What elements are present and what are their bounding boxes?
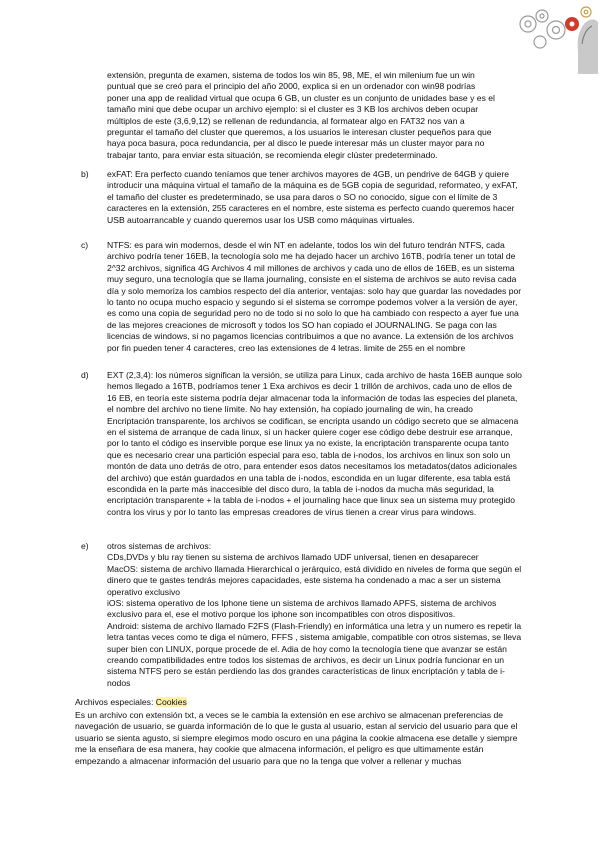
section-heading [75,697,525,708]
list-item [81,370,522,518]
sub-paragraph: iOS: sistema operativo de los Iphone tiene un sistema de archivos llamado APFS, sistema de archivos exclusivo para el, ese el motivo porque los iphone son incompatibles con otros dispositivos. [107,598,497,620]
list-item-text: EXT (2,3,4): los números significan la versión, se utiliza para Linux, cada archivo de hasta 16EB aunque solo hemos llegado a 16TB, podríamos tener 1 Exa archivos es decir 1 trillón de archivos, cada uno de ellos de 16 EB, en teoría este sistema podría dejar almacenar toda la información de todas las especies del planeta, el nombre del archivo no tiene límite. No hay extensión, ha copiado journaling de win, ha creado Encriptación transparente, los archivos se codifican, se encripta usando un código secreto que se almacena en el sistema de arranque de cada linux, si un hacker quiere coger ese código debe destruir ese arranque, por lo tanto el código es inservible porque ese linux ya no existe, la encriptación transparente ocupa tanto que es necesario crear una partición especial para eso, tabla de i-nodos, los archivos en linux son solo un montón de data uno detrás de otro, para entender esos datos necesitamos los metadatos(datos adicionales del archivo) que están guardados en una tabla de i-nodos, escondida en un lugar diferente, esa tabla está escondida en la parte más inaccesible del disco duro, la tabla de i-nodos da mucha más seguridad, la encriptación transparente + la tabla de i-nodos + el journaling hace que linux sea un sistema muy protegido contra los virus y por lo tanto las empresas creadores de virus tienen a crear virus para windows. [107,370,522,517]
section-paragraph [75,710,525,767]
intro-paragraph [107,70,497,161]
list-item [81,240,522,354]
list-marker: c) [81,240,89,250]
list-item-text: NTFS: es para win modernos, desde el win NT en adelante, todos los win del futuro tendrán NTFS, cada archivo podría tener 16EB, la tecnología solo me ha dejado hacer un archivo 16TB, podría tener un total de 2^32 archivos, significa 4G Archivos 4 mil millones de archivos y cada uno de ellos de 16EB, es un sistema muy seguro, una tecnología que se llama journaling, consiste en el sistema de archivos se auto revisa cada día y solo memoriza los cambios respecto del día anterior, ventajas: solo hay que guardar las novedades por lo tanto no ocupa mucho espacio y segundo si el sistema se corrompe podemos volver a la versión de ayer, es como una copia de seguridad pero no de todo si no solo lo que ha cambiado con respecto a ayer fue una de las mejores creaciones de microsoft y todos los SO han copiado el JOURNALING. Se paga con las licencias de windows, si no pagamos licencias contribuimos a que no avance. La extensión de los archivos por fin pueden tener 4 caracteres, creo las extensiones de 4 letras. limite de 255 en el nombre [107,240,522,353]
gears-head-logo [512,4,598,74]
section-paragraph-text: Es un archivo con extensión txt, a veces se le cambia la extensión en ese archivo se almacenan preferencias de navegación de usuario, se guarda información de lo que le gusta al usuario, estan al servicio del usuario para que el usuario se sienta agusto, si siempre elegimos modo oscuro en una página la cookie almacena ese detalle y siempre me la enseñara de esa manera, hay cookie que almacena información, el peligro es que ultimamente están empezando a almacenar información del usuario para que no la tenga que volver a rellenar y muchas [75,710,518,766]
list-marker: d) [81,370,89,380]
section-heading-label: Archivos especiales: [75,697,156,707]
list-item-text: otros sistemas de archivos: [107,541,212,551]
highlighted-term: Cookies [155,697,187,707]
sub-paragraph: CDs,DVDs y blu ray tienen su sistema de archivos llamado UDF universal, tienen en desaparecer [107,552,479,563]
list-item-text: exFAT: Era perfecto cuando teníamos que tener archivos mayores de 4GB, un pendrive de 64GB y quiere introducir una máquina virtual el tamaño de la máquina es de 5GB copia de seguridad, reformateo, y exFAT, el tamaño del cluster es predeterminado, se usa para daros o SO no conocido, sigue con el límite de 3 caracteres en la extensión, 255 caracteres en el nombre, este sistema es perfecto cuando queremos hacer USB autoarrancable y cuando queremos usar los USB como máquinas virtuales. [107,169,518,225]
list-item [81,169,522,226]
sub-paragraph: Android: sistema de archivo llamado F2FS (Flash-Friendly) en informática una letra y un numero es repetir la letra tantas veces como te diga el número, FFFS , sistema amigable, compatible con otros sistemas, se lleva super bien con LINUX, porque procede de el. Adia de hoy como la tecnología tiene que avanzar se están creando compatibilidades entre todos los sistemas de archivos, es decir un Linux podría funcionar en un sistema NTFS pero se están perdiendo las dos grandes características de linux encriptación y tabla de i-nodos [107,620,522,688]
list-marker: e) [81,541,89,551]
list-marker: b) [81,169,89,179]
sub-paragraph: MacOS: sistema de archivo llamada Hierarchical o jerárquico, está dividido en niveles de forma que según el dinero que te gastes tendrás mejores capacidades, este sistema ha condenado a mac a ser un sistema operativo exclusivo [107,563,522,597]
intro-text: extensión, pregunta de examen, sistema de todos los win 85, 98, ME, el win milenium fue un win puntual que se creó para el principio del año 2000, explica si en un ordenador con win98 podrías poner una app de realidad virtual que ocupa 6 GB, un cluster es un conjunto de unidades base y es el tamaño mini que debe ocupar un archivo ejemplo: si el cluster es 3 KB los archivos deben ocupar múltiplos de este (3,6,9,12) se rellenan de redundancia, al formatear algo en FAT32 nos van a preguntar el tamaño del cluster que queremos, a los usuarios le interesan cluster pequeños para que haya poca basura, poca redundancia, per al disco le puede interesar más un cluster mayor para no trabajar tanto, para enviar esta situación, se recomienda elegir clúster predeterminado. [107,70,495,160]
list-item [81,541,522,689]
